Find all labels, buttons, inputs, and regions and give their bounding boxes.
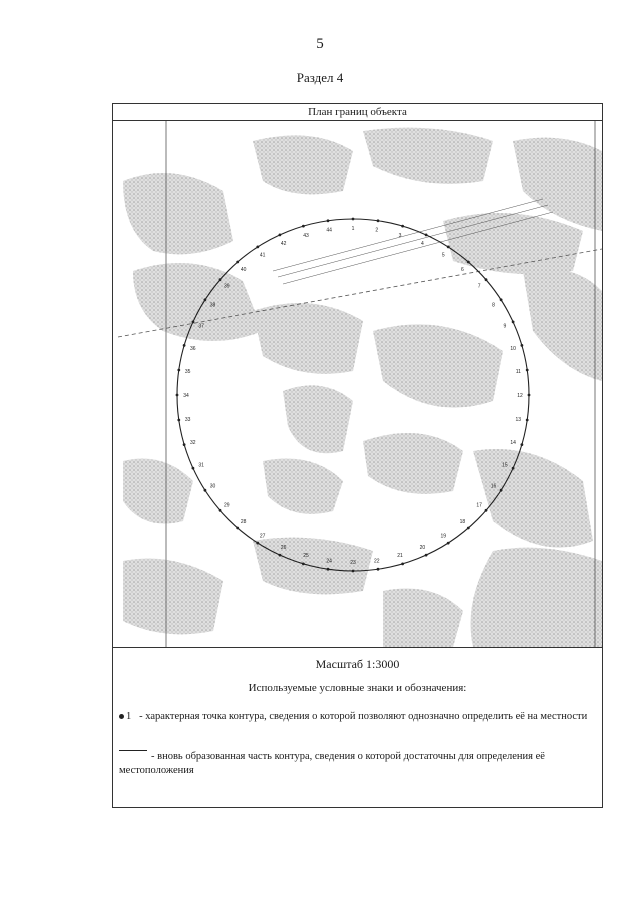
boundary-point-label: 29 xyxy=(224,502,230,509)
boundary-point xyxy=(485,278,488,281)
boundary-point-label: 33 xyxy=(184,416,191,423)
boundary-point xyxy=(467,261,470,264)
boundary-point xyxy=(256,542,259,545)
boundary-point-label: 38 xyxy=(209,302,216,309)
legend-point-text: - характерная точка контура, сведения о которой позволяют однозначно определить её на местности xyxy=(139,711,588,722)
boundary-point xyxy=(236,527,239,530)
section-title: Раздел 4 xyxy=(296,70,344,85)
boundary-point-label: 27 xyxy=(259,533,266,540)
boundary-point-label: 20 xyxy=(419,544,426,551)
boundary-point xyxy=(219,509,222,512)
boundary-point xyxy=(401,225,404,228)
legend-title: Используемые условные знаки и обозначения: xyxy=(248,682,467,694)
boundary-point-label: 5 xyxy=(441,252,445,259)
boundary-point-label: 2 xyxy=(375,227,379,234)
boundary-point-label: 41 xyxy=(259,252,266,259)
boundary-point xyxy=(528,394,531,397)
legend-line-item xyxy=(119,750,597,778)
boundary-point xyxy=(377,219,380,222)
boundary-point xyxy=(177,369,180,372)
boundary-point-label: 44 xyxy=(326,227,332,234)
line-marker-icon xyxy=(119,750,147,751)
boundary-point xyxy=(401,563,404,566)
boundary-point-label: 14 xyxy=(510,440,516,446)
legend-line-text: - вновь образованная часть контура, сведения о которой достаточны для определения её местоположения xyxy=(119,751,545,776)
boundary-point-label: 37 xyxy=(198,323,204,330)
boundary-point xyxy=(500,298,503,301)
boundary-point xyxy=(192,467,195,470)
boundary-point-label: 24 xyxy=(326,558,332,565)
boundary-point-label: 15 xyxy=(502,462,508,469)
boundary-point xyxy=(192,321,195,324)
map-area xyxy=(113,121,602,648)
boundary-point xyxy=(500,489,503,492)
boundary-point xyxy=(279,234,282,237)
boundary-point-label: 42 xyxy=(280,241,287,248)
boundary-point xyxy=(377,568,380,571)
boundary-point xyxy=(467,527,470,530)
boundary-point-label: 8 xyxy=(492,302,495,309)
boundary-point xyxy=(526,419,529,422)
boundary-point xyxy=(279,554,282,557)
boundary-point-label: 26 xyxy=(280,544,287,551)
boundary-point-label: 30 xyxy=(209,483,216,490)
plan-frame xyxy=(112,103,603,808)
boundary-point xyxy=(526,369,529,372)
boundary-point xyxy=(485,509,488,512)
boundary-point-label: 31 xyxy=(198,462,204,469)
terrain-patches xyxy=(123,128,602,647)
legend-point-item xyxy=(119,710,597,724)
boundary-point-label: 12 xyxy=(517,393,523,399)
boundary-point xyxy=(183,344,186,347)
boundary-point xyxy=(425,234,428,237)
page-number: 5 xyxy=(316,36,324,52)
boundary-point xyxy=(177,419,180,422)
boundary-point-label: 1 xyxy=(351,226,355,232)
boundary-point-label: 22 xyxy=(374,558,380,565)
boundary-point xyxy=(327,568,330,571)
boundary-point-label: 7 xyxy=(477,283,481,290)
point-marker-icon xyxy=(119,714,124,719)
boundary-point-label: 34 xyxy=(183,393,189,399)
boundary-point-label: 16 xyxy=(490,483,497,490)
boundary-point xyxy=(512,467,515,470)
boundary-point-label: 43 xyxy=(303,232,309,239)
boundary-point-label: 11 xyxy=(515,369,521,376)
boundary-point-label: 32 xyxy=(190,440,196,446)
boundary-point xyxy=(204,489,207,492)
boundary-point-label: 17 xyxy=(476,502,482,509)
boundary-point-label: 23 xyxy=(350,560,356,566)
boundary-point xyxy=(521,344,524,347)
boundary-point xyxy=(302,563,305,566)
boundary-point-label: 4 xyxy=(421,241,424,248)
boundary-point-label: 21 xyxy=(397,553,403,560)
boundary-point xyxy=(327,219,330,222)
boundary-point xyxy=(183,443,186,446)
boundary-point-label: 13 xyxy=(515,416,522,423)
boundary-point xyxy=(425,554,428,557)
boundary-point-label: 39 xyxy=(224,283,230,290)
boundary-point xyxy=(256,246,259,249)
boundary-point-label: 36 xyxy=(190,346,196,352)
boundary-point-label: 10 xyxy=(510,346,516,352)
scale-label: Масштаб 1:3000 xyxy=(315,657,400,671)
map-drawing xyxy=(113,121,602,647)
boundary-point xyxy=(447,542,450,545)
boundary-point xyxy=(352,570,355,573)
boundary-point-label: 28 xyxy=(240,519,247,526)
boundary-point-label: 9 xyxy=(503,323,507,330)
boundary-point-label: 3 xyxy=(398,232,402,239)
boundary-point-label: 19 xyxy=(440,533,447,540)
boundary-point xyxy=(302,225,305,228)
boundary-point xyxy=(176,394,179,397)
boundary-point xyxy=(521,443,524,446)
boundary-point xyxy=(204,298,207,301)
boundary-point xyxy=(219,278,222,281)
boundary-point-label: 18 xyxy=(459,519,466,526)
boundary-point xyxy=(447,246,450,249)
boundary-point xyxy=(236,261,239,264)
boundary-point-label: 40 xyxy=(240,266,247,273)
boundary-point-label: 35 xyxy=(184,369,191,376)
boundary-point xyxy=(512,321,515,324)
plan-header: План границ объекта xyxy=(113,104,602,121)
boundary-point xyxy=(352,218,355,221)
legend-point-symbol: 1 xyxy=(126,711,132,722)
boundary-point-label: 6 xyxy=(461,266,464,273)
boundary-point-label: 25 xyxy=(303,553,309,560)
